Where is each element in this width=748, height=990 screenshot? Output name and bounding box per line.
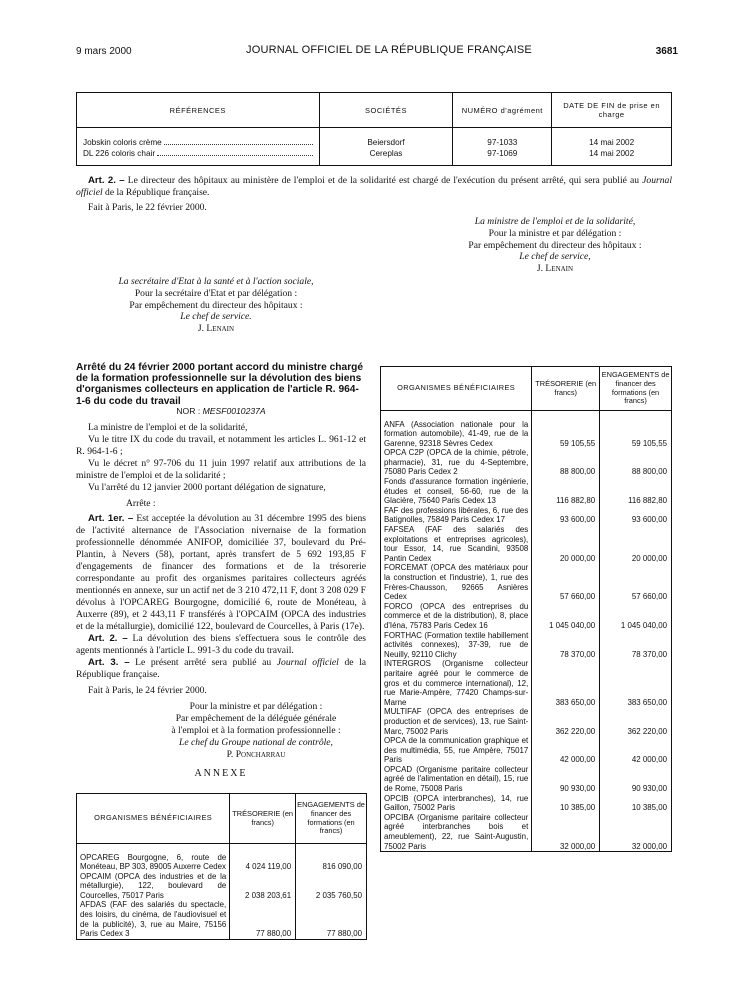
signatory-name: P. Poncharrau bbox=[226, 749, 286, 760]
header-engagements: ENGAGEMENTS de financer des formations (en francs) bbox=[600, 367, 672, 411]
article-2-top bbox=[76, 175, 672, 199]
header-tresorerie: TRÉSORERIE (en francs) bbox=[230, 794, 296, 844]
article-label: Art. 2. – bbox=[88, 175, 125, 186]
tresorerie-value: 90 930,00 bbox=[532, 765, 600, 794]
engagement-value: 42 000,00 bbox=[631, 755, 667, 765]
table-row bbox=[381, 659, 672, 707]
table-row bbox=[381, 563, 672, 601]
societe-name: Cereplas bbox=[369, 149, 403, 158]
table-row bbox=[77, 128, 672, 166]
annex-header-row bbox=[77, 794, 367, 844]
organisme-name: FAFSEA (FAF des salariés des exploitations et entreprises agricoles), tour Essor, 14, rue Scandini, 93508 Pantin Cedex bbox=[381, 525, 532, 563]
article-3 bbox=[76, 657, 366, 681]
page-number: 3681 bbox=[655, 46, 678, 57]
societes-cell bbox=[319, 128, 453, 166]
references-table bbox=[76, 92, 672, 166]
table-row bbox=[381, 765, 672, 794]
header-tresorerie: TRÉSORERIE (en francs) bbox=[532, 367, 600, 411]
tresorerie-value: 57 660,00 bbox=[532, 563, 600, 601]
article-2 bbox=[76, 633, 366, 657]
fait-a-paris-2: Fait à Paris, le 24 février 2000. bbox=[88, 685, 207, 696]
header-references: RÉFÉRENCES bbox=[77, 93, 320, 128]
tresorerie-value: 4 024 119,00 bbox=[230, 853, 296, 872]
arrete-title: Arrêté du 24 février 2000 portant accord du ministre chargé de la formation professionnelle sur la dévolution des biens d'organismes collecteurs en application de l'article R. 964-1-6 du code du travail bbox=[76, 362, 364, 407]
header-organismes: ORGANISMES BÉNÉFICIAIRES bbox=[77, 794, 230, 844]
organisme-name: FORTHAC (Formation textile habillement activités connexes), 37-39, rue de Neuilly, 92110 Clichy bbox=[381, 631, 532, 660]
tresorerie-value: 10 385,00 bbox=[532, 794, 600, 813]
references-header-row bbox=[77, 93, 672, 128]
nor-label: NOR : bbox=[176, 406, 203, 416]
nor-code: MESF0010237A bbox=[202, 406, 266, 416]
numero-cell bbox=[453, 128, 552, 166]
tresorerie-value: 32 000,00 bbox=[532, 813, 600, 852]
table-row bbox=[381, 631, 672, 660]
article-text: de la République française. bbox=[102, 187, 210, 198]
header-date-fin: DATE DE FIN de prise en charge bbox=[552, 93, 672, 128]
tresorerie-value: 116 882,80 bbox=[532, 477, 600, 506]
signatory-name: J. Lenain bbox=[536, 263, 574, 275]
signature-block-arrete bbox=[76, 701, 366, 761]
societe-name: Beiersdorf bbox=[367, 138, 405, 147]
organisme-name: INTERGROS (Organisme collecteur paritaire agréé pour le commerce de gros et du commerce international), 12, rue Marie-Ampère, 77420 Champs-sur-Marne bbox=[381, 659, 532, 707]
engagement-value: 78 370,00 bbox=[631, 649, 667, 659]
visa-line: Vu l'arrêté du 12 janvier 2000 portant délégation de signature, bbox=[88, 482, 326, 493]
date-cell bbox=[552, 128, 672, 166]
engagement-value: 383 650,00 bbox=[627, 697, 667, 707]
delegation-line: Par empêchement de la déléguée générale bbox=[175, 713, 337, 724]
date-value: 14 mai 2002 bbox=[589, 138, 635, 147]
engagement-value: 1 045 040,00 bbox=[620, 620, 667, 630]
engagement-value: 57 660,00 bbox=[631, 592, 667, 602]
reference-name: DL 226 coloris chair bbox=[83, 149, 156, 158]
tresorerie-value: 1 045 040,00 bbox=[532, 602, 600, 631]
article-text: Le présent arrêté sera publié au bbox=[129, 657, 277, 668]
arrete-body bbox=[76, 422, 366, 761]
article-text: La dévolution des biens s'effectuera sous le contrôle des agents mentionnés à l'article L. 991-3 du code du travail. bbox=[76, 633, 366, 656]
article-text: de la République française. bbox=[76, 657, 367, 680]
organisme-name: OPCIB (OPCA interbranches), 14, rue Gaillon, 75002 Paris bbox=[381, 794, 532, 813]
organisme-name: FORCO (OPCA des entreprises du commerce et de la distribution), 8, place d'Iéna, 75783 Paris Cedex 16 bbox=[381, 602, 532, 631]
organisme-name: AFDAS (FAF des salariés du spectacle, des loisirs, du cinéma, de l'audiovisuel et de la publicité), 3, rue au Maire, 75156 Paris Cedex 3 bbox=[77, 900, 230, 939]
table-row bbox=[381, 707, 672, 736]
page-date: 9 mars 2000 bbox=[76, 46, 132, 57]
delegation-line: à l'emploi et à la formation professionnelle : bbox=[171, 725, 341, 736]
tresorerie-value: 88 800,00 bbox=[532, 448, 600, 477]
table-row bbox=[77, 900, 367, 939]
visa-line: La ministre de l'emploi et de la solidarité, bbox=[88, 422, 248, 433]
tresorerie-value: 362 220,00 bbox=[532, 707, 600, 736]
article-text: Est acceptée la dévolution au 31 décembre 1995 des biens de l'activité alternance de l'Association nivernaise de la formation professionnelle dénommée ANIFOP, domiciliée 37, boulevard du Pré-Plantin, à Nevers (58), portant, après transfert de 5 692 193,85 F d'engagements de financer des formations et de la trésorerie correspondante au profit des organismes paritaires collecteurs agréés mentionnés en annexe, sur un actif net de 3 210 472,11 F, dont 3 208 029 F dévolus à l'OPCAREG Bourgogne, domicilié 6, route de Monéteau, à Auxerre (89), et 2 443,11 F transférés à l'OPCAIM (OPCA des industries et de la métallurgie), domicilié 122, boulevard de Courcelles, à Paris (17e). bbox=[76, 513, 367, 632]
delegation-line: Par empêchement du directeur des hôpitaux : bbox=[468, 239, 642, 251]
header-engagements: ENGAGEMENTS de financer des formations (en francs) bbox=[296, 794, 367, 844]
article-1 bbox=[76, 513, 366, 633]
engagement-value: 32 000,00 bbox=[631, 841, 667, 851]
table-row bbox=[77, 872, 367, 901]
numero-value: 97-1069 bbox=[487, 149, 518, 158]
organisme-name: OPCIBA (Organisme paritaire collecteur agréé interbranches bois et ameublement), 22, rue Saint-Augustin, 75002 Paris bbox=[381, 813, 532, 852]
table-row bbox=[381, 477, 672, 506]
engagement-value: 816 090,00 bbox=[322, 862, 362, 872]
article-label: Art. 2. – bbox=[88, 633, 128, 644]
engagement-value: 10 385,00 bbox=[631, 803, 667, 813]
table-row bbox=[381, 506, 672, 525]
article-text: Le directeur des hôpitaux au ministère de l'emploi et de la solidarité est chargé de l'exécution du présent arrêté, qui sera publié au bbox=[124, 175, 643, 186]
annexe-heading: ANNEXE bbox=[194, 768, 248, 779]
reference-name: Jobskin coloris crème bbox=[83, 138, 162, 147]
table-row bbox=[381, 448, 672, 477]
engagement-value: 2 035 760,50 bbox=[315, 890, 362, 900]
tresorerie-value: 42 000,00 bbox=[532, 736, 600, 765]
organisme-name: MULTIFAF (OPCA des entreprises de production et de services), 13, rue Saint-Marc, 75002 Paris bbox=[381, 707, 532, 736]
signatory-title: La secrétaire d'Etat à la santé et à l'action sociale, bbox=[118, 276, 314, 287]
article-label: Art. 1er. – bbox=[88, 513, 134, 524]
engagement-value: 20 000,00 bbox=[631, 553, 667, 563]
organisme-name: OPCA C2P (OPCA de la chimie, pétrole, pharmacie), 31, rue du 4-Septembre, 75080 Paris Cedex 2 bbox=[381, 448, 532, 477]
organisme-name: FAF des professions libérales, 6, rue des Batignolles, 75849 Paris Cedex 17 bbox=[381, 506, 532, 525]
date-value: 14 mai 2002 bbox=[589, 149, 635, 158]
annex-table-left bbox=[76, 793, 367, 940]
visa-line: Vu le décret n° 97-706 du 11 juin 1997 relatif aux attributions de la ministre de l'emploi et de la solidarité ; bbox=[76, 458, 366, 481]
journal-officiel-ref: Journal officiel bbox=[276, 657, 339, 668]
delegation-line: Pour la secrétaire d'Etat et par délégation : bbox=[134, 287, 298, 299]
signatory-title: La ministre de l'emploi et de la solidarité, bbox=[474, 216, 636, 227]
delegation-line: Pour la ministre et par délégation : bbox=[189, 701, 323, 712]
arrete-word: Arrête : bbox=[126, 498, 156, 509]
table-row bbox=[381, 813, 672, 852]
signatory-role: Le chef de service. bbox=[180, 311, 252, 323]
signatory-name: J. Lenain bbox=[197, 323, 235, 335]
organisme-name: OPCA de la communication graphique et des multimédia, 55, rue Ampère, 75017 Paris bbox=[381, 736, 532, 765]
engagement-value: 93 600,00 bbox=[631, 515, 667, 525]
signature-block-ministre bbox=[438, 216, 672, 275]
delegation-line: Par empêchement du directeur des hôpitaux : bbox=[129, 299, 303, 311]
tresorerie-value: 93 600,00 bbox=[532, 506, 600, 525]
visa-line: Vu le titre IX du code du travail, et notamment les articles L. 961-12 et R. 964-1-6 ; bbox=[76, 434, 366, 457]
tresorerie-value: 20 000,00 bbox=[532, 525, 600, 563]
table-row bbox=[381, 420, 672, 449]
numero-value: 97-1033 bbox=[487, 138, 518, 147]
tresorerie-value: 2 038 203,61 bbox=[230, 872, 296, 901]
organisme-name: ANFA (Association nationale pour la formation automobile), 41-49, rue de la Garenne, 92318 Sèvres Cedex bbox=[381, 420, 532, 449]
organisme-name: Fonds d'assurance formation ingénierie, études et conseil, 56-60, rue de la Glacière, 75640 Paris Cedex 13 bbox=[381, 477, 532, 506]
article-label: Art. 3. – bbox=[88, 657, 130, 668]
engagement-value: 90 930,00 bbox=[631, 784, 667, 794]
engagement-value: 77 880,00 bbox=[326, 929, 362, 939]
engagement-value: 88 800,00 bbox=[631, 467, 667, 477]
signatory-role: Le chef du Groupe national de contrôle, bbox=[179, 737, 333, 748]
delegation-line: Pour la ministre et par délégation : bbox=[488, 227, 622, 239]
header-organismes: ORGANISMES BÉNÉFICIAIRES bbox=[381, 367, 532, 411]
signature-block-secretaire bbox=[76, 276, 356, 335]
references-cell bbox=[77, 128, 320, 166]
engagement-value: 362 220,00 bbox=[627, 726, 667, 736]
nor-reference bbox=[76, 406, 366, 416]
table-row bbox=[381, 736, 672, 765]
header-societes: SOCIÉTÉS bbox=[319, 93, 453, 128]
organisme-name: OPCAD (Organisme paritaire collecteur agréé de l'alimentation en détail), 15, rue de Rome, 75008 Paris bbox=[381, 765, 532, 794]
engagement-value: 116 882,80 bbox=[628, 496, 667, 506]
tresorerie-value: 77 880,00 bbox=[230, 900, 296, 939]
table-row bbox=[381, 602, 672, 631]
annex-header-row bbox=[381, 367, 672, 411]
tresorerie-value: 78 370,00 bbox=[532, 631, 600, 660]
table-row bbox=[381, 794, 672, 813]
engagement-value: 59 105,55 bbox=[631, 438, 667, 448]
organisme-name: FORCEMAT (OPCA des matériaux pour la construction et l'industrie), 1, rue des Frères-Chausson, 92665 Asnières Cedex bbox=[381, 563, 532, 601]
annex-table-right bbox=[380, 366, 672, 852]
journal-title: JOURNAL OFFICIEL DE LA RÉPUBLIQUE FRANÇAISE bbox=[246, 44, 532, 56]
table-row bbox=[77, 853, 367, 872]
header-numero: NUMÉRO d'agrément bbox=[453, 93, 552, 128]
organisme-name: OPCAREG Bourgogne, 6, route de Monéteau, BP 303, 89005 Auxerre Cedex bbox=[77, 853, 230, 872]
organisme-name: OPCAIM (OPCA des industries et de la métallurgie), 122, boulevard de Courcelles, 75017 Paris bbox=[77, 872, 230, 901]
signatory-role: Le chef de service, bbox=[519, 251, 591, 263]
journal-officiel-ref: Journal officiel bbox=[76, 175, 672, 198]
tresorerie-value: 59 105,55 bbox=[532, 420, 600, 449]
table-row bbox=[381, 525, 672, 563]
fait-a-paris-1: Fait à Paris, le 22 février 2000. bbox=[88, 202, 207, 213]
tresorerie-value: 383 650,00 bbox=[532, 659, 600, 707]
